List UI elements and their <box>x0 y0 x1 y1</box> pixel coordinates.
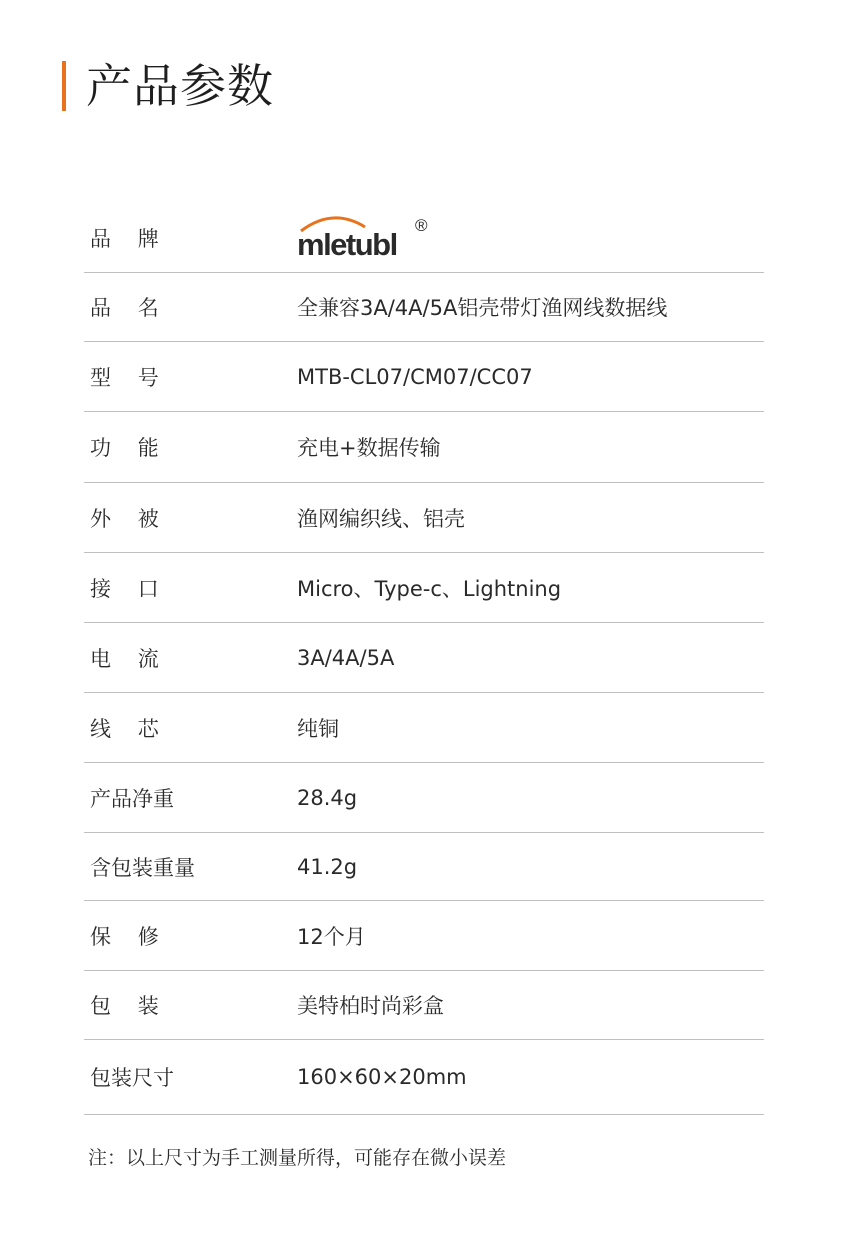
spec-label: 接 口 <box>90 576 159 601</box>
brand-logo-text: mletubl <box>297 227 397 259</box>
spec-label: 保 修 <box>90 924 159 949</box>
spec-row-brand <box>84 203 764 273</box>
spec-row <box>84 412 764 483</box>
measurement-note: 注：以上尺寸为手工测量所得，可能存在微小误差 <box>88 1147 507 1169</box>
spec-row <box>84 483 764 553</box>
spec-value: 纯铜 <box>297 716 339 741</box>
spec-row <box>84 833 764 901</box>
spec-table <box>84 203 764 1115</box>
brand-logo <box>297 211 437 259</box>
spec-row <box>84 273 764 342</box>
spec-row <box>84 1040 764 1115</box>
spec-label: 电 流 <box>90 646 159 671</box>
spec-row <box>84 693 764 763</box>
brand-logo-graphic <box>297 209 437 259</box>
section-header <box>62 58 274 114</box>
header-accent-bar <box>62 61 66 111</box>
spec-label: 外 被 <box>90 506 159 531</box>
spec-value: MTB-CL07/CM07/CC07 <box>297 364 533 389</box>
spec-label: 产品净重 <box>90 786 174 811</box>
spec-value <box>297 211 764 264</box>
spec-row <box>84 971 764 1040</box>
spec-value: 12个月 <box>297 924 366 949</box>
spec-row <box>84 553 764 623</box>
spec-label: 包装尺寸 <box>90 1066 174 1090</box>
brand-registered-mark: ® <box>415 216 428 235</box>
spec-value: 160×60×20mm <box>297 1065 467 1089</box>
spec-value: 28.4g <box>297 785 358 810</box>
spec-label: 包 装 <box>90 994 159 1018</box>
spec-label: 品 牌 <box>90 226 159 251</box>
spec-row <box>84 623 764 693</box>
spec-row <box>84 342 764 412</box>
spec-label: 功 能 <box>90 436 159 460</box>
spec-value: 美特柏时尚彩盒 <box>297 994 444 1018</box>
spec-value: 41.2g <box>297 854 358 879</box>
spec-value: Micro、Type-c、Lightning <box>297 576 562 601</box>
page-title: 产品参数 <box>86 59 274 113</box>
spec-row <box>84 763 764 833</box>
spec-label: 品 名 <box>90 296 159 320</box>
spec-label: 含包装重量 <box>90 855 195 880</box>
spec-value: 3A/4A/5A <box>297 645 395 670</box>
spec-label: 型 号 <box>90 365 159 390</box>
spec-row <box>84 901 764 971</box>
spec-value: 充电+数据传输 <box>297 436 441 460</box>
spec-value: 渔网编织线、铝壳 <box>297 506 465 531</box>
spec-label: 线 芯 <box>90 716 159 741</box>
spec-value: 全兼容3A/4A/5A铝壳带灯渔网线数据线 <box>297 296 668 320</box>
